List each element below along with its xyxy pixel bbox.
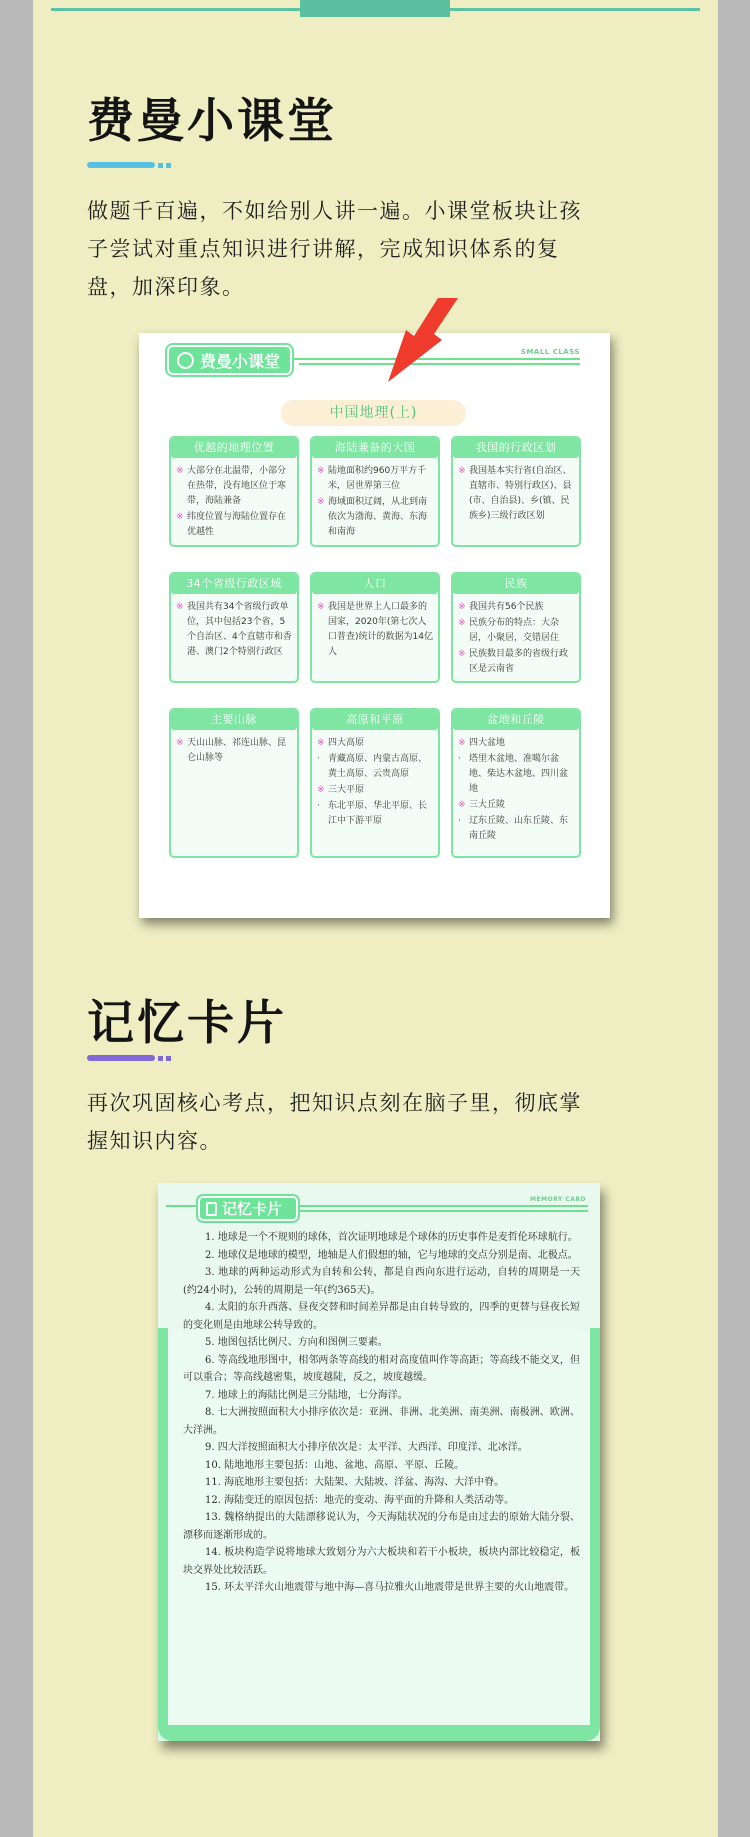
memory-point: 4. 太阳的东升西落、昼夜交替和时间差异都是由自转导致的，四季的更替与昼夜长短的变化则是由地球公转导致的。 xyxy=(183,1302,580,1331)
knowledge-point-text: 海域面积辽阔，从北到南依次为渤海、黄海、东海和南海 xyxy=(328,497,428,537)
knowledge-cell xyxy=(451,436,581,547)
reference-mark-icon: ※ xyxy=(176,466,184,476)
knowledge-point-text: 天山山脉、祁连山脉、昆仑山脉等 xyxy=(187,738,287,763)
knowledge-cell-title: 34个省级行政区域 xyxy=(171,574,297,594)
header-line xyxy=(288,1210,588,1212)
knowledge-point xyxy=(317,799,433,829)
reference-mark-icon: ※ xyxy=(317,466,325,476)
knowledge-point xyxy=(317,752,433,782)
knowledge-point xyxy=(458,600,574,615)
knowledge-cell xyxy=(310,572,440,683)
knowledge-point-text: 大部分在北温带，小部分在热带，没有地区位于寒带，海陆兼备 xyxy=(187,466,287,506)
knowledge-point-text: 青藏高原、内蒙古高原、黄土高原、云贵高原 xyxy=(328,754,428,779)
section-title-classroom: 费曼小课堂 xyxy=(87,94,337,149)
knowledge-point-text: 我国基本实行省(自治区、直辖市、特别行政区)、县(市、自治县)、乡(镇、民族乡)三级行政区划 xyxy=(469,466,572,521)
page xyxy=(33,0,718,1837)
memory-point: 10. 陆地地形主要包括：山地、盆地、高原、平原、丘陵。 xyxy=(205,1459,465,1471)
memory-point: 14. 板块构造学说将地球大致划分为六大板块和若干小板块，板块内部比较稳定，板块交界处比较活跃。 xyxy=(183,1547,580,1576)
memory-point: 11. 海底地形主要包括：大陆架、大陆坡、洋盆、海沟、大洋中脊。 xyxy=(205,1477,505,1488)
reference-mark-icon: ※ xyxy=(176,512,184,522)
knowledge-point-text: 东北平原、华北平原、长江中下游平原 xyxy=(328,801,428,826)
knowledge-point xyxy=(458,464,574,524)
knowledge-point-text: 我国是世界上人口最多的国家，2020年(第七次人口普查)统计的数据为14亿人 xyxy=(328,602,433,657)
knowledge-cell xyxy=(169,436,299,547)
knowledge-cell-title: 我国的行政区划 xyxy=(453,438,579,458)
reference-mark-icon: ※ xyxy=(317,785,325,795)
section-underline-purple xyxy=(87,1055,171,1061)
knowledge-grid xyxy=(169,436,581,866)
knowledge-point xyxy=(176,510,292,540)
reference-mark-icon: ※ xyxy=(458,649,466,659)
knowledge-point xyxy=(458,616,574,646)
memory-card xyxy=(158,1183,600,1741)
knowledge-point xyxy=(458,736,574,751)
knowledge-point xyxy=(458,798,574,813)
knowledge-point xyxy=(458,814,574,844)
classroom-card-tag xyxy=(167,345,292,375)
memory-point: 5. 地图包括比例尺、方向和图例三要素。 xyxy=(205,1337,388,1348)
reference-mark-icon: ※ xyxy=(317,602,325,612)
reference-mark-icon: ※ xyxy=(458,602,466,612)
knowledge-cell-title: 民族 xyxy=(453,574,579,594)
classroom-card-tag-label: 费曼小课堂 xyxy=(200,351,281,371)
knowledge-point-text: 我国共有34个省级行政单位，其中包括23个省，5个自治区、4个直辖市和香港、澳门2个特别行政区 xyxy=(187,602,292,657)
memory-point: 2. 地球仪是地球的模型，地轴是人们假想的轴，它与地球的交点分别是南、北极点。 xyxy=(205,1249,578,1261)
knowledge-point-text: 民族分布的特点：大杂居，小聚居，交错居住 xyxy=(469,618,560,643)
knowledge-cell-title: 优越的地理位置 xyxy=(171,438,297,458)
memory-point: 15. 环太平洋火山地震带与地中海—喜马拉雅火山地震带是世界主要的火山地震带。 xyxy=(205,1582,575,1593)
knowledge-point-text: 辽东丘陵、山东丘陵、东南丘陵 xyxy=(469,816,569,841)
classroom-card xyxy=(139,333,610,918)
section-description-memory: 再次巩固核心考点，把知识点刻在脑子里，彻底掌握知识内容。 xyxy=(87,1091,582,1153)
section-description-classroom: 做题千百遍，不如给别人讲一遍。小课堂板块让孩子尝试对重点知识进行讲解，完成知识体系的复盘，加深印象。 xyxy=(87,199,582,299)
memory-point: 6. 等高线地形图中，相邻两条等高线的相对高度值叫作等高距；等高线不能交叉，但可以重合；等高线越密集，坡度越陡，反之，坡度越缓。 xyxy=(183,1354,580,1383)
memory-point: 12. 海陆变迁的原因包括：地壳的变动、海平面的升降和人类活动等。 xyxy=(205,1494,515,1506)
person-icon xyxy=(177,352,194,369)
memory-point: 3. 地球的两种运动形式为自转和公转，都是自西向东进行运动，自转的周期是一天(约24小时)，公转的周期是一年(约365天)。 xyxy=(183,1267,580,1296)
section-underline-blue xyxy=(87,162,171,168)
knowledge-point xyxy=(176,736,292,766)
knowledge-point-text: 民族数目最多的省级行政区是云南省 xyxy=(469,649,569,674)
reference-mark-icon: ※ xyxy=(458,618,466,628)
knowledge-point xyxy=(317,783,433,798)
red-arrow-icon xyxy=(378,290,468,390)
reference-mark-icon: ※ xyxy=(458,466,466,476)
knowledge-cell-title: 高原和平原 xyxy=(312,710,438,730)
knowledge-point-text: 三大平原 xyxy=(328,785,365,795)
memory-card-tag xyxy=(198,1196,298,1221)
memory-point: 7. 地球上的海陆比例是三分陆地，七分海洋。 xyxy=(205,1389,408,1401)
knowledge-point xyxy=(317,736,433,751)
knowledge-cell xyxy=(451,572,581,683)
reference-mark-icon: ※ xyxy=(458,800,466,810)
knowledge-point xyxy=(176,600,292,660)
bullet-dot-icon: · xyxy=(458,754,461,764)
top-tab xyxy=(300,0,450,17)
bullet-dot-icon: · xyxy=(458,816,461,826)
knowledge-point-text: 陆地面积约960万平方千米，居世界第三位 xyxy=(328,466,427,491)
memory-point: 8. 七大洲按照面积大小排序依次是：亚洲、非洲、北美洲、南美洲、南极洲、欧洲、大洋洲。 xyxy=(183,1407,580,1436)
reference-mark-icon: ※ xyxy=(317,497,325,507)
reference-mark-icon: ※ xyxy=(317,738,325,748)
knowledge-point xyxy=(458,647,574,677)
bullet-dot-icon: · xyxy=(317,754,320,764)
knowledge-point-text: 纬度位置与海陆位置存在优越性 xyxy=(187,512,287,537)
knowledge-cell xyxy=(169,572,299,683)
topic-pill: 中国地理(上) xyxy=(281,400,466,426)
knowledge-cell-title: 主要山脉 xyxy=(171,710,297,730)
classroom-card-subtitle: SMALL CLASS xyxy=(520,348,580,356)
memory-card-text xyxy=(183,1229,580,1597)
knowledge-cell xyxy=(451,708,581,858)
card-border-bottom xyxy=(158,1725,600,1741)
reference-mark-icon: ※ xyxy=(458,738,466,748)
memory-card-tag-label: 记忆卡片 xyxy=(222,1200,283,1218)
reference-mark-icon: ※ xyxy=(176,738,184,748)
knowledge-cell-title: 人口 xyxy=(312,574,438,594)
knowledge-cell xyxy=(310,436,440,547)
knowledge-point xyxy=(317,464,433,494)
knowledge-point xyxy=(176,464,292,509)
knowledge-point-text: 四大高原 xyxy=(328,738,365,748)
memory-point: 9. 四大洋按照面积大小排序依次是：太平洋、大西洋、印度洋、北冰洋。 xyxy=(205,1442,528,1453)
memory-point: 13. 魏格纳提出的大陆漂移说认为，今天海陆状况的分布是由过去的原始大陆分裂、漂移而逐渐形成的。 xyxy=(183,1512,580,1541)
section-title-memory: 记忆卡片 xyxy=(87,996,287,1051)
knowledge-point-text: 四大盆地 xyxy=(469,738,506,748)
knowledge-point xyxy=(458,752,574,797)
knowledge-cell xyxy=(169,708,299,858)
knowledge-cell-title: 海陆兼备的大国 xyxy=(312,438,438,458)
document-icon xyxy=(206,1202,217,1216)
knowledge-point-text: 我国共有56个民族 xyxy=(469,602,544,612)
memory-card-subtitle: MEMORY CARD xyxy=(529,1196,586,1203)
bullet-dot-icon: · xyxy=(317,801,320,811)
knowledge-point xyxy=(317,600,433,660)
knowledge-cell-title: 盆地和丘陵 xyxy=(453,710,579,730)
knowledge-point-text: 塔里木盆地、准噶尔盆地、柴达木盆地、四川盆地 xyxy=(469,754,569,794)
knowledge-cell xyxy=(310,708,440,858)
card-border-left xyxy=(158,1328,168,1728)
knowledge-point xyxy=(317,495,433,540)
memory-point: 1. 地球是一个不规则的球体，首次证明地球是个球体的历史事件是麦哲伦环球航行。 xyxy=(205,1232,578,1243)
reference-mark-icon: ※ xyxy=(176,602,184,612)
knowledge-point-text: 三大丘陵 xyxy=(469,800,506,810)
card-border-right xyxy=(590,1328,600,1728)
